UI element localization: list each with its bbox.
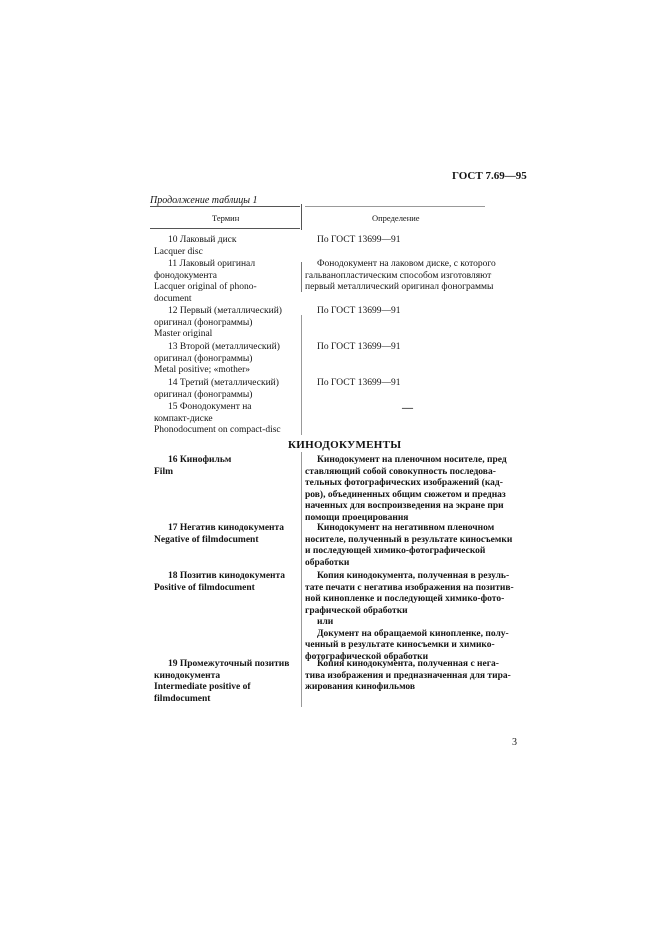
document-code: ГОСТ 7.69—95 bbox=[452, 170, 527, 182]
header-top-rule-right bbox=[305, 206, 485, 207]
term-entry-16: 16 Кинофильм Film bbox=[154, 455, 232, 477]
term-entry-18: 18 Позитив кинодокумента Positive of filmdocument bbox=[154, 571, 286, 593]
definition-entry-14: По ГОСТ 13699—91 bbox=[317, 378, 401, 388]
term-entry-12: 12 Первый (металлический) оригинал (фонограммы) Master original bbox=[154, 306, 282, 339]
table-continuation-caption: Продолжение таблицы 1 bbox=[150, 195, 258, 206]
definition-entry-12: По ГОСТ 13699—91 bbox=[317, 306, 401, 316]
column-divider-mid bbox=[301, 262, 302, 292]
column-divider-lower bbox=[301, 315, 302, 435]
term-entry-15: 15 Фонодокумент на компакт-диске Phonodocument on compact-disc bbox=[154, 402, 281, 435]
definition-entry-16: Кинодокумент на пленочном носителе, пред ставляющий собой совокупность последова- тельных фотографических изображений (кад- ров), объединенных общим сюжетом и предназ наченных для воспроизведения на экране при помощи проецирования bbox=[305, 455, 507, 523]
definition-entry-11: Фонодокумент на лаковом диске, с которого гальванопластическим способом изготовляют первый металлический оригинал фонограммы bbox=[305, 259, 496, 292]
column-divider-top bbox=[301, 204, 302, 230]
definition-entry-18: Копия кинодокумента, полученная в резуль- тате печати с негатива изображения на позитив- ной кинопленке и последующей химико-фото- графической обработки или Документ на обращаемой кинопленке, полу- ченный в результате киносъемки и химико- фотографической обработки bbox=[305, 571, 514, 662]
column-header-terms: Термин bbox=[212, 213, 240, 223]
header-top-rule-left bbox=[150, 206, 300, 207]
term-entry-13: 13 Второй (металлический) оригинал (фонограммы) Metal positive; «mother» bbox=[154, 342, 280, 375]
page-number: 3 bbox=[512, 737, 517, 748]
term-entry-17: 17 Негатив кинодокумента Negative of filmdocument bbox=[154, 523, 285, 545]
column-header-definition: Определение bbox=[372, 213, 420, 223]
definition-entry-17: Кинодокумент на негативном пленочном носителе, полученный в результате киносъемки и последующей химико-фотографической обработки bbox=[305, 523, 513, 568]
term-entry-10: 10 Лаковый диск Lacquer disc bbox=[154, 235, 237, 257]
header-bottom-rule bbox=[150, 228, 300, 229]
column-divider-film bbox=[301, 452, 302, 707]
definition-entry-19: Копия кинодокумента, полученная с нега- тива изображения и предназначенная для тира- жирования кинофильмов bbox=[305, 659, 511, 692]
section-heading: КИНОДОКУМЕНТЫ bbox=[288, 439, 402, 451]
term-entry-14: 14 Третий (металлический) оригинал (фонограммы) bbox=[154, 378, 279, 400]
term-entry-11: 11 Лаковый оригинал фонодокумента Lacquer original of phono- document bbox=[154, 259, 257, 304]
definition-entry-15-dash: — bbox=[402, 402, 413, 414]
term-entry-19: 19 Промежуточный позитив кинодокумента Intermediate positive of filmdocument bbox=[154, 659, 290, 704]
definition-entry-13: По ГОСТ 13699—91 bbox=[317, 342, 401, 352]
definition-entry-10: По ГОСТ 13699—91 bbox=[317, 235, 401, 245]
